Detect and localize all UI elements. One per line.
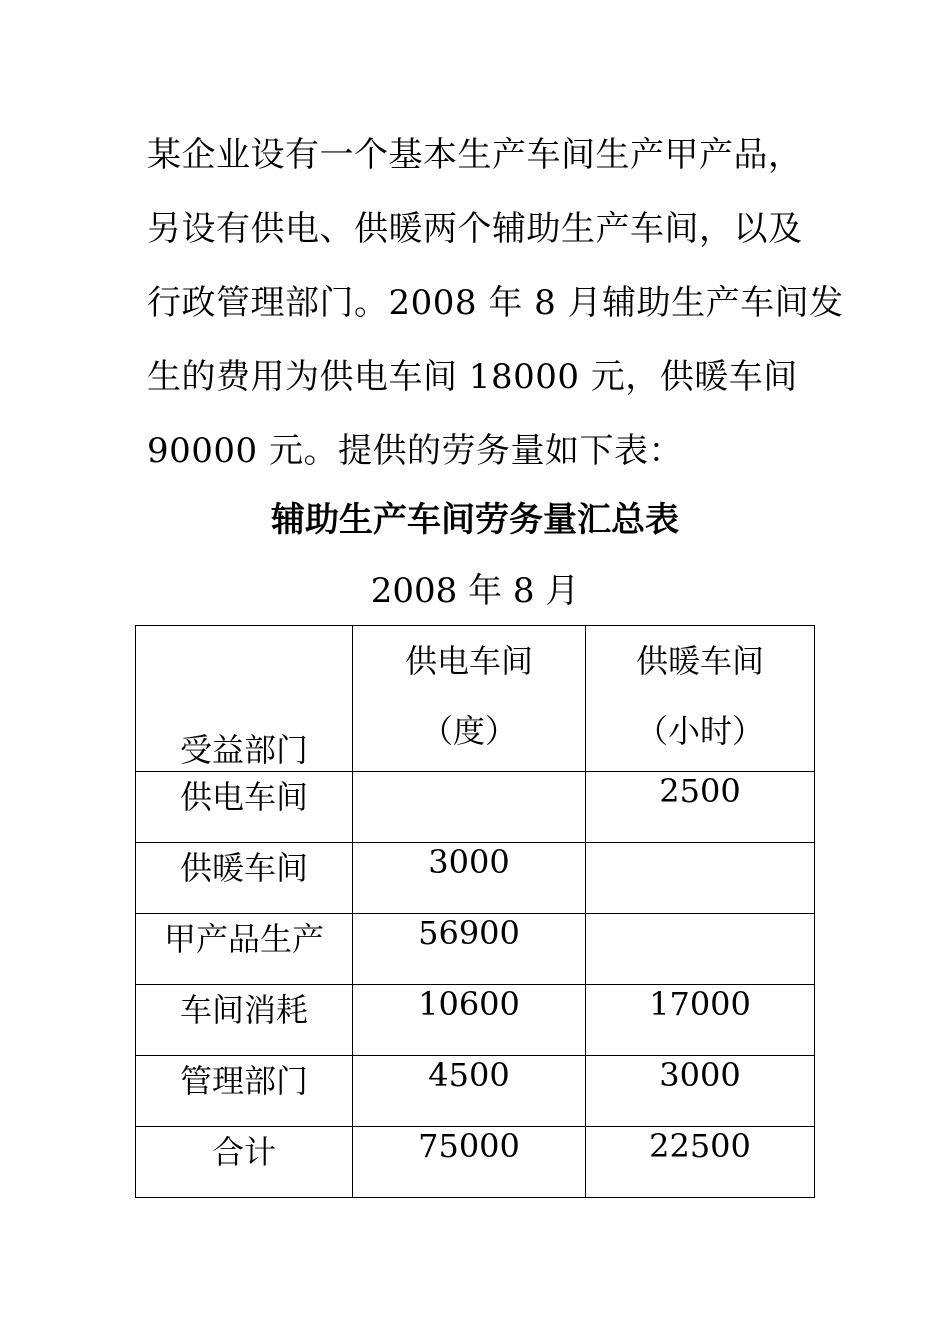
row-heating [586, 914, 815, 985]
table-total-row [136, 1127, 815, 1198]
table-row [136, 914, 815, 985]
row-heating: 22500 [586, 1127, 815, 1198]
service-summary-table [135, 625, 815, 1198]
row-department: 管理部门 [136, 1056, 353, 1127]
row-department: 车间消耗 [136, 985, 353, 1056]
row-electricity: 3000 [353, 843, 586, 914]
row-heating: 2500 [586, 772, 815, 843]
row-department: 甲产品生产 [136, 914, 353, 985]
table-row [136, 843, 815, 914]
row-heating [586, 843, 815, 914]
table-title: 辅助生产车间劳务量汇总表 [271, 500, 679, 540]
table-date: 2008 年 8 月 [370, 571, 580, 611]
row-heating: 17000 [586, 985, 815, 1056]
row-electricity [353, 772, 586, 843]
header-heating [586, 626, 815, 772]
intro-line: 行政管理部门。2008 年 8 月辅助生产车间发 [147, 283, 844, 323]
intro-line: 生的费用为供电车间 18000 元，供暖车间 [147, 357, 798, 397]
header-electricity-unit: （度） [420, 712, 517, 750]
intro-line: 另设有供电、供暖两个辅助生产车间，以及 [147, 209, 803, 249]
table-row [136, 985, 815, 1056]
intro-line: 90000 元。提供的劳务量如下表： [147, 431, 683, 471]
header-electricity-label: 供电车间 [404, 642, 533, 680]
header-department: 受益部门 [136, 626, 353, 772]
header-heating-unit: （小时） [635, 712, 764, 750]
table-header-row [136, 626, 815, 772]
table-row [136, 772, 815, 843]
header-heating-label: 供暖车间 [635, 642, 764, 680]
row-department: 供暖车间 [136, 843, 353, 914]
intro-line: 某企业设有一个基本生产车间生产甲产品， [147, 135, 803, 175]
row-electricity: 10600 [353, 985, 586, 1056]
table-row [136, 1056, 815, 1127]
row-department: 合计 [136, 1127, 353, 1198]
row-electricity: 4500 [353, 1056, 586, 1127]
header-electricity [353, 626, 586, 772]
row-electricity: 56900 [353, 914, 586, 985]
row-department: 供电车间 [136, 772, 353, 843]
row-heating: 3000 [586, 1056, 815, 1127]
intro-paragraph [147, 118, 844, 488]
row-electricity: 75000 [353, 1127, 586, 1198]
